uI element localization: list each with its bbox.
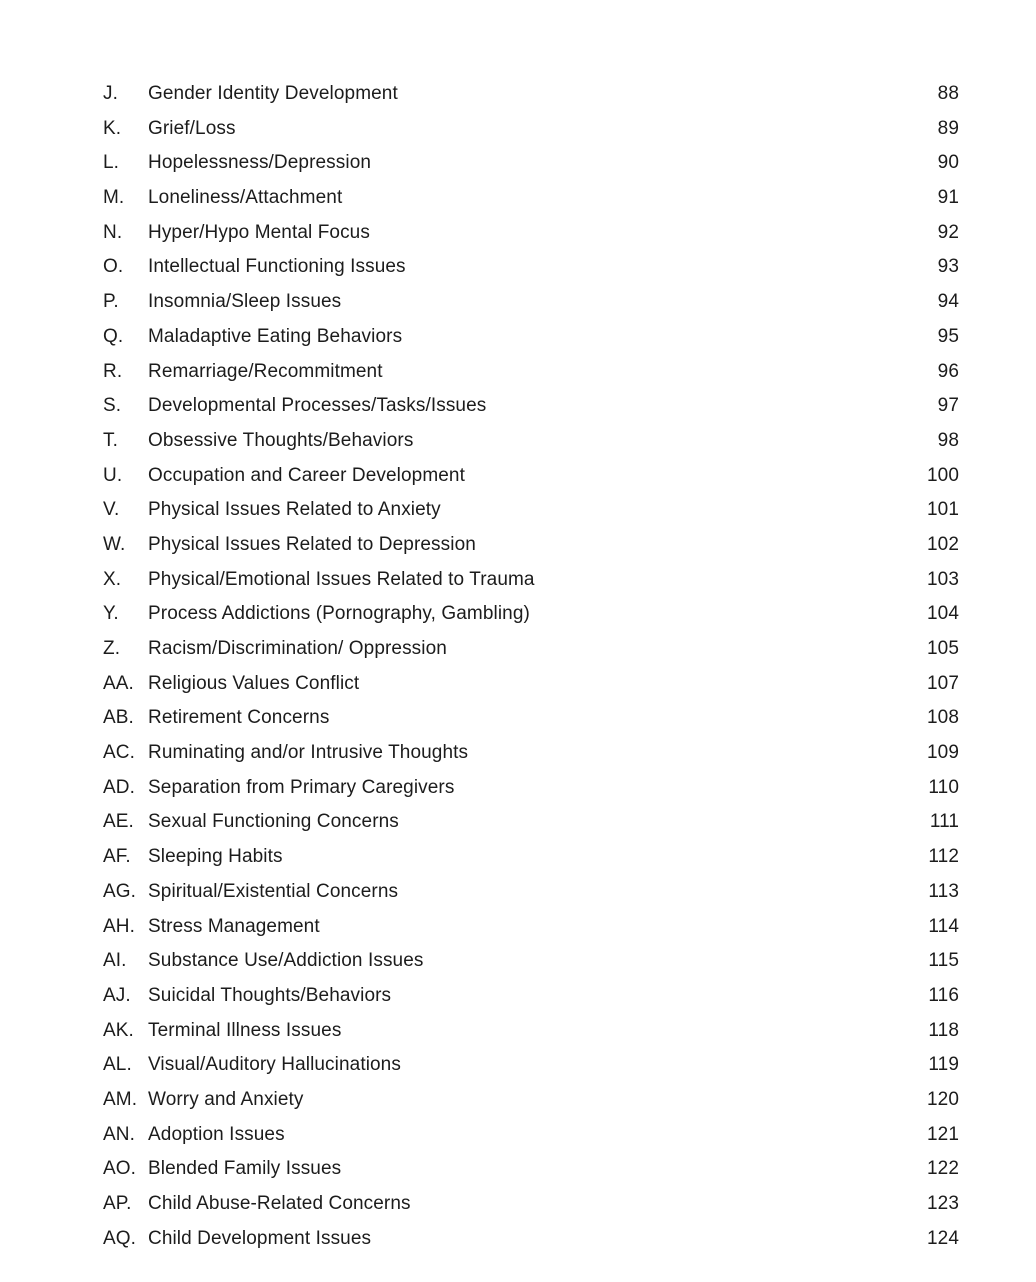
toc-entry-letter: M. <box>103 187 125 209</box>
toc-entry <box>0 1187 1036 1222</box>
toc-entry-letter: AF. <box>103 846 131 868</box>
toc-entry-page: 95 <box>937 325 959 347</box>
toc-entry-title: Blended Family Issues <box>148 1158 342 1180</box>
toc-entry-page: 123 <box>926 1193 959 1214</box>
toc-entry-title: Physical Issues Related to Anxiety <box>148 499 441 521</box>
toc-entry-page: 102 <box>926 533 959 555</box>
toc-entry-page: 92 <box>937 221 959 243</box>
toc-entry-letter: AL. <box>103 1054 132 1076</box>
toc-entry <box>0 910 1036 945</box>
toc-entry <box>0 285 1036 320</box>
toc-entry-letter: AA. <box>103 672 134 694</box>
toc-entry-letter: R. <box>103 360 123 382</box>
toc-entry <box>0 1083 1036 1118</box>
toc-entry-letter: J. <box>103 83 118 104</box>
toc-entry-letter: AI. <box>103 950 127 972</box>
toc-entry-title: Gender Identity Development <box>148 83 398 104</box>
toc-entry-letter: AH. <box>103 915 135 937</box>
toc-entry <box>0 667 1036 702</box>
toc-entry <box>0 944 1036 979</box>
toc-entry <box>0 493 1036 528</box>
toc-entry-title: Loneliness/Attachment <box>148 187 343 209</box>
toc-entry <box>0 355 1036 390</box>
toc-entry-page: 88 <box>937 83 959 104</box>
toc-entry <box>0 597 1036 632</box>
toc-entry-title: Spiritual/Existential Concerns <box>148 880 399 902</box>
toc-entry-page: 97 <box>937 395 959 417</box>
toc-entry-title: Grief/Loss <box>148 117 236 139</box>
toc-entry <box>0 771 1036 806</box>
toc-entry-page: 100 <box>926 464 959 486</box>
toc-entry-title: Remarriage/Recommitment <box>148 360 383 382</box>
toc-entry <box>0 216 1036 251</box>
toc-entry-page: 108 <box>926 707 959 729</box>
toc-entry-page: 96 <box>937 360 959 382</box>
toc-entry <box>0 1222 1036 1257</box>
toc-entry <box>0 632 1036 667</box>
toc-entry-page: 110 <box>928 776 959 798</box>
toc-entry <box>0 320 1036 355</box>
toc-entry-page: 115 <box>928 950 959 972</box>
toc-entry <box>0 1048 1036 1083</box>
toc-entry <box>0 146 1036 181</box>
toc-entry-page: 116 <box>928 984 959 1006</box>
toc-entry-page: 101 <box>926 499 959 521</box>
toc-entry-title: Developmental Processes/Tasks/Issues <box>148 395 487 417</box>
toc-entry-page: 89 <box>937 117 959 139</box>
toc-entry-letter: AG. <box>103 880 137 902</box>
toc-entry <box>0 840 1036 875</box>
toc-entry <box>0 424 1036 459</box>
toc-entry-title: Substance Use/Addiction Issues <box>148 950 424 972</box>
toc-entry-letter: N. <box>103 221 123 243</box>
toc-entry-title: Stress Management <box>148 915 320 937</box>
toc-entry-letter: AJ. <box>103 984 131 1006</box>
toc-entry-title: Sexual Functioning Concerns <box>148 811 399 833</box>
toc-entry <box>0 181 1036 216</box>
toc-entry-letter: L. <box>103 152 120 174</box>
toc-entry-letter: O. <box>103 256 124 278</box>
toc-entry-page: 105 <box>926 638 959 659</box>
toc-entry-letter: AE. <box>103 811 134 833</box>
toc-entry-title: Maladaptive Eating Behaviors <box>148 325 403 347</box>
toc-entry <box>0 250 1036 285</box>
toc-entry-title: Obsessive Thoughts/Behaviors <box>148 429 414 451</box>
toc-entry-letter: P. <box>103 291 119 313</box>
toc-entry-letter: AK. <box>103 1019 134 1041</box>
toc-entry-page: 118 <box>928 1019 959 1041</box>
toc-entry <box>0 701 1036 736</box>
toc-entry-title: Hyper/Hypo Mental Focus <box>148 221 370 243</box>
toc-entry-title: Physical Issues Related to Depression <box>148 533 476 555</box>
toc-entry-title: Visual/Auditory Hallucinations <box>148 1054 401 1076</box>
toc-entry-letter: U. <box>103 464 123 486</box>
toc-entry-page: 122 <box>926 1158 959 1180</box>
toc-entry <box>0 112 1036 147</box>
toc-entry-letter: AQ. <box>103 1227 137 1249</box>
toc-entry-page: 112 <box>928 846 959 868</box>
toc-entry <box>0 77 1036 112</box>
toc-entry-letter: Y. <box>103 603 119 625</box>
table-of-contents <box>0 77 1036 1256</box>
toc-entry <box>0 979 1036 1014</box>
toc-entry-page: 104 <box>926 603 959 625</box>
toc-entry-title: Worry and Anxiety <box>148 1088 304 1110</box>
toc-entry-letter: AP. <box>103 1193 132 1214</box>
toc-entry-title: Suicidal Thoughts/Behaviors <box>148 984 392 1006</box>
toc-entry-page: 111 <box>929 811 959 833</box>
toc-entry-title: Process Addictions (Pornography, Gambling) <box>148 603 530 625</box>
toc-entry <box>0 736 1036 771</box>
toc-entry-title: Separation from Primary Caregivers <box>148 776 455 798</box>
toc-entry <box>0 875 1036 910</box>
toc-entry-letter: T. <box>103 429 118 451</box>
toc-entry-title: Intellectual Functioning Issues <box>148 256 406 278</box>
toc-entry-page: 91 <box>937 187 959 209</box>
toc-entry-page: 119 <box>928 1054 959 1076</box>
toc-entry-page: 121 <box>926 1123 959 1145</box>
toc-entry-title: Religious Values Conflict <box>148 672 360 694</box>
toc-entry-page: 120 <box>926 1088 959 1110</box>
toc-entry-title: Retirement Concerns <box>148 707 330 729</box>
toc-entry-page: 113 <box>928 880 959 902</box>
toc-entry <box>0 805 1036 840</box>
toc-entry-letter: V. <box>103 499 120 521</box>
toc-entry <box>0 1152 1036 1187</box>
toc-entry-title: Sleeping Habits <box>148 846 283 868</box>
toc-entry-letter: Z. <box>103 638 121 659</box>
toc-entry <box>0 389 1036 424</box>
toc-entry-page: 98 <box>937 429 959 451</box>
toc-entry-page: 107 <box>926 672 959 694</box>
toc-entry-letter: S. <box>103 395 122 417</box>
toc-entry-page: 109 <box>926 742 959 764</box>
toc-entry-title: Terminal Illness Issues <box>148 1019 342 1041</box>
toc-entry-title: Child Development Issues <box>148 1227 372 1249</box>
toc-entry-letter: W. <box>103 533 126 555</box>
toc-entry-letter: AM. <box>103 1088 138 1110</box>
toc-entry <box>0 1118 1036 1153</box>
toc-entry-title: Child Abuse-Related Concerns <box>148 1193 411 1214</box>
toc-entry-letter: AO. <box>103 1158 137 1180</box>
toc-entry <box>0 528 1036 563</box>
toc-entry-page: 124 <box>926 1227 959 1249</box>
toc-entry <box>0 459 1036 494</box>
toc-entry-page: 103 <box>926 568 959 590</box>
toc-entry-title: Racism/Discrimination/ Oppression <box>148 638 447 659</box>
toc-entry-letter: AC. <box>103 742 135 764</box>
toc-entry-title: Insomnia/Sleep Issues <box>148 291 342 313</box>
toc-entry-letter: X. <box>103 568 122 590</box>
toc-entry-title: Adoption Issues <box>148 1123 285 1145</box>
toc-entry-letter: Q. <box>103 325 124 347</box>
toc-entry-letter: AD. <box>103 776 135 798</box>
toc-entry-title: Ruminating and/or Intrusive Thoughts <box>148 742 469 764</box>
toc-entry-letter: AB. <box>103 707 134 729</box>
toc-entry <box>0 1014 1036 1049</box>
toc-entry-page: 90 <box>937 152 959 174</box>
toc-entry-page: 114 <box>928 915 959 937</box>
toc-entry-title: Hopelessness/Depression <box>148 152 372 174</box>
toc-entry <box>0 563 1036 598</box>
toc-entry-letter: AN. <box>103 1123 135 1145</box>
toc-entry-page: 93 <box>937 256 959 278</box>
toc-entry-title: Occupation and Career Development <box>148 464 465 486</box>
toc-entry-letter: K. <box>103 117 122 139</box>
toc-entry-page: 94 <box>937 291 959 313</box>
toc-entry-title: Physical/Emotional Issues Related to Trauma <box>148 568 535 590</box>
